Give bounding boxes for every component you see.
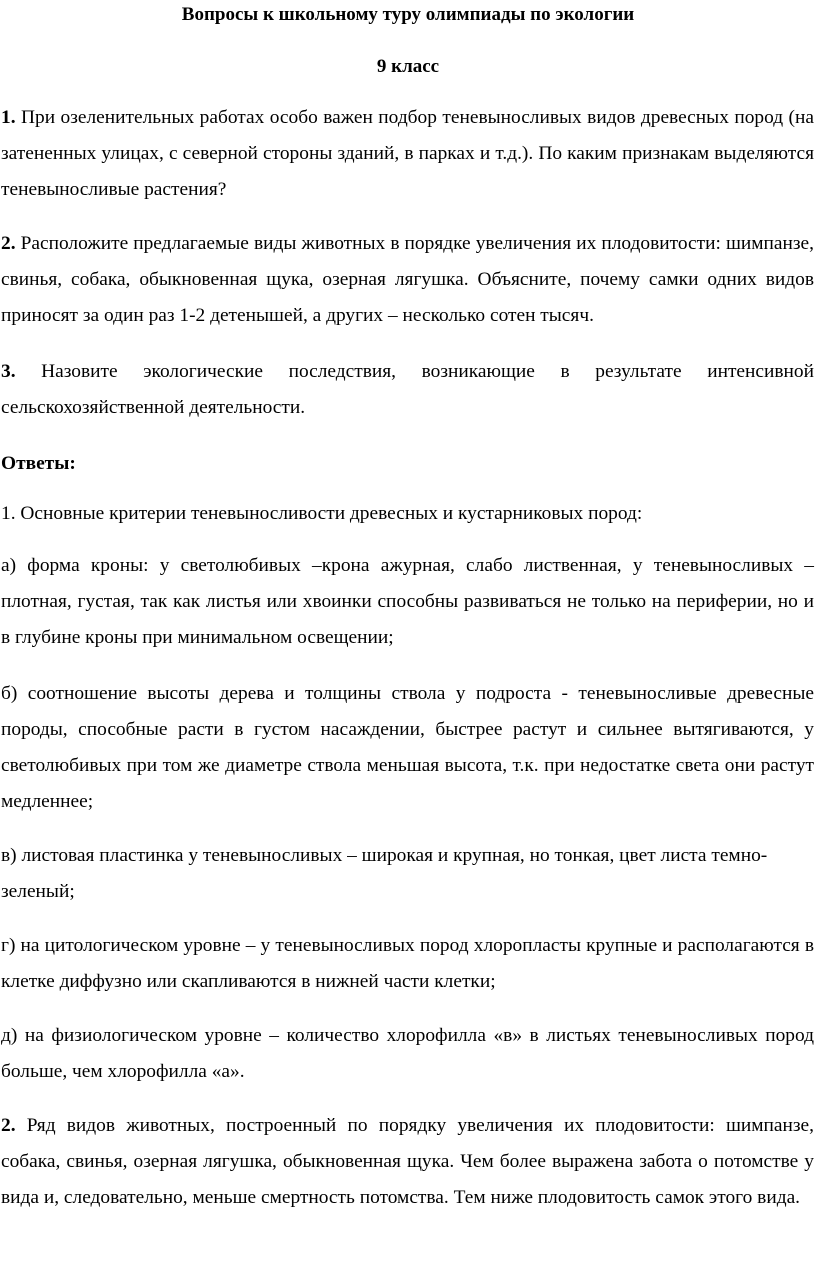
answer-2-text: Ряд видов животных, построенный по порядку увеличения их плодовитости: шимпанзе, собака, свинья, озерная лягушка, обыкновенная щука. Чем более выражена забота о потомстве у вида и, следовательно, меньше смертность потомства. Тем ниже плодовитость самок этого вида.	[1, 1115, 814, 1208]
question-3-text: Назовите экологические последствия, возникающие в результате интенсивной сельскохозяйственной деятельности.	[1, 361, 814, 418]
document-title: Вопросы к школьному туру олимпиады по экологии	[181, 4, 635, 25]
question-3	[1, 354, 814, 426]
answers-heading: Ответы:	[1, 453, 76, 474]
question-1-text: При озеленительных работах особо важен подбор теневыносливых видов древесных пород (на затененных улицах, с северной стороны зданий, в парках и т.д.). По каким признакам выделяются теневыносливые растения?	[1, 107, 814, 200]
answer-1-d: г) на цитологическом уровне – у теневыносливых пород хлоропласты крупные и располагаются в клетке диффузно или скапливаются в нижней части клетки;	[1, 935, 814, 992]
question-2-text: Расположите предлагаемые виды животных в порядке увеличения их плодовитости: шимпанзе, свинья, собака, обыкновенная щука, озерная лягушка. Объясните, почему самки одних видов приносят за один раз 1-2 детенышей, а других – несколько сотен тысяч.	[1, 233, 814, 326]
answer-1-b: б) соотношение высоты дерева и толщины ствола у подроста - теневыносливые древесные породы, способные расти в густом насаждении, быстрее растут и сильнее вытягиваются, у светолюбивых при том же диаметре ствола меньшая высота, т.к. при недостатке света они растут медленнее;	[1, 683, 814, 812]
question-2	[1, 226, 814, 334]
question-1	[1, 100, 814, 208]
question-1-number: 1.	[1, 107, 16, 128]
question-3-number: 3.	[1, 361, 16, 382]
answer-1-e: д) на физиологическом уровне – количество хлорофилла «в» в листьях теневыносливых пород больше, чем хлорофилла «а».	[1, 1025, 814, 1082]
answer-1-intro: 1. Основные критерии теневыносливости древесных и кустарниковых пород:	[1, 503, 643, 524]
answer-1-a: а) форма кроны: у светолюбивых –крона ажурная, слабо лиственная, у теневыносливых – плотная, густая, так как листья или хвоинки способны развиваться не только на периферии, но и в глубине кроны при минимальном освещении;	[1, 555, 814, 648]
question-2-number: 2.	[1, 233, 16, 254]
grade-label: 9 класс	[376, 56, 440, 77]
answer-1-c: в) листовая пластинка у теневыносливых – широкая и крупная, но тонкая, цвет листа темно-зеленый;	[1, 845, 768, 902]
answer-2-number: 2.	[1, 1115, 16, 1136]
answer-2	[1, 1108, 814, 1216]
